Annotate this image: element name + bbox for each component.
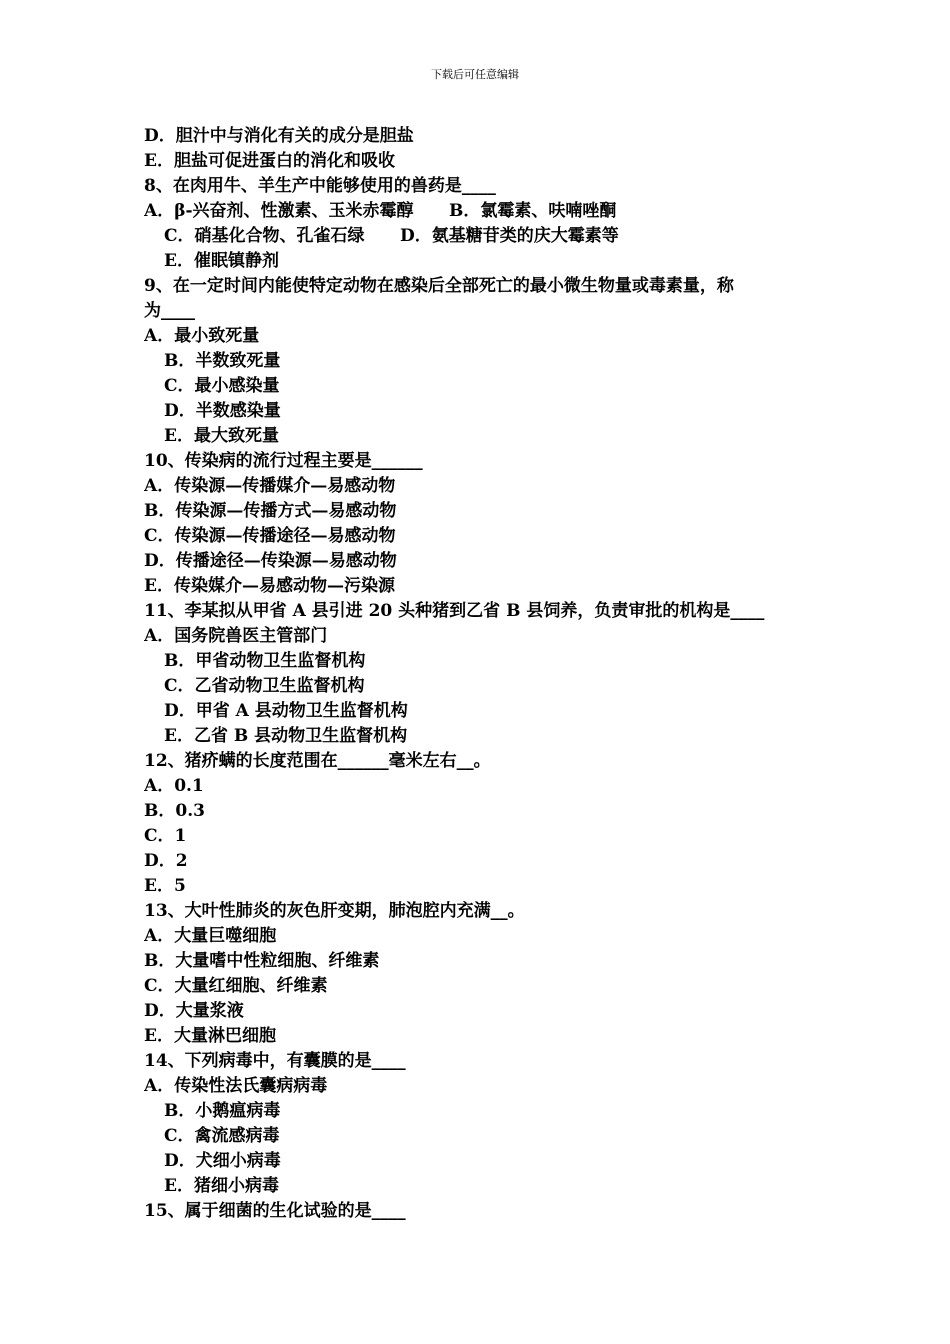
text-line: A．最小致死量 xyxy=(144,326,260,346)
text-line: E．猪细小病毒 xyxy=(164,1176,279,1196)
text-line: D．传播途径—传染源—易感动物 xyxy=(144,551,397,571)
text-line: E．乙省 B 县动物卫生监督机构 xyxy=(164,726,408,746)
text-line: D．胆汁中与消化有关的成分是胆盐 xyxy=(144,126,414,146)
page-header: 下载后可任意编辑 xyxy=(431,68,519,81)
text-line: C．硝基化合物、孔雀石绿 D．氨基糖苷类的庆大霉素等 xyxy=(164,226,619,246)
text-line: E．胆盐可促进蛋白的消化和吸收 xyxy=(144,151,395,171)
text-line: D．半数感染量 xyxy=(164,401,281,421)
text-line: A．国务院兽医主管部门 xyxy=(144,626,328,646)
text-line: E．传染媒介—易感动物—污染源 xyxy=(144,576,395,596)
text-line: E．大量淋巴细胞 xyxy=(144,1026,276,1046)
text-line: 14、下列病毒中，有囊膜的是____ xyxy=(144,1051,406,1071)
text-line: 8、在肉用牛、羊生产中能够使用的兽药是____ xyxy=(144,176,496,196)
text-line: D．犬细小病毒 xyxy=(164,1151,281,1171)
text-line: E．催眠镇静剂 xyxy=(164,251,279,271)
text-line: 12、猪疥螨的长度范围在______毫米左右__。 xyxy=(144,751,491,771)
text-line: B．甲省动物卫生监督机构 xyxy=(164,651,366,671)
text-line: A．传染性法氏囊病病毒 xyxy=(144,1076,328,1096)
text-line: 9、在一定时间内能使特定动物在感染后全部死亡的最小微生物量或毒素量，称 xyxy=(144,276,734,296)
text-line: E．最大致死量 xyxy=(164,426,279,446)
text-line: 11、李某拟从甲省 A 县引进 20 头种猪到乙省 B 县饲养，负责审批的机构是____ xyxy=(144,601,765,621)
document-body xyxy=(144,124,824,1224)
text-line: C．传染源—传播途径—易感动物 xyxy=(144,526,396,546)
text-line: C．大量红细胞、纤维素 xyxy=(144,976,328,996)
text-line: B．传染源—传播方式—易感动物 xyxy=(144,501,397,521)
text-line: D．2 xyxy=(144,851,188,871)
text-line: 13、大叶性肺炎的灰色肝变期，肺泡腔内充满__。 xyxy=(144,901,525,921)
text-line: B．小鹅瘟病毒 xyxy=(164,1101,281,1121)
text-line: A．β-兴奋剂、性激素、玉米赤霉醇 B．氯霉素、呋喃唑酮 xyxy=(144,201,617,221)
text-line: D．大量浆液 xyxy=(144,1001,244,1021)
text-line: C．乙省动物卫生监督机构 xyxy=(164,676,365,696)
text-line: C．最小感染量 xyxy=(164,376,280,396)
text-line: B．半数致死量 xyxy=(164,351,281,371)
text-line: D．甲省 A 县动物卫生监督机构 xyxy=(164,701,408,721)
text-line: B．大量嗜中性粒细胞、纤维素 xyxy=(144,951,380,971)
text-line: A．传染源—传播媒介—易感动物 xyxy=(144,476,396,496)
text-line: B．0.3 xyxy=(144,801,205,821)
text-line: A．大量巨噬细胞 xyxy=(144,926,277,946)
text-line: 15、属于细菌的生化试验的是____ xyxy=(144,1201,406,1221)
text-line: E．5 xyxy=(144,876,186,896)
text-line: C．禽流感病毒 xyxy=(164,1126,280,1146)
text-line: 为____ xyxy=(144,301,195,321)
text-line: C．1 xyxy=(144,826,187,846)
text-line: 10、传染病的流行过程主要是______ xyxy=(144,451,423,471)
text-line: A．0.1 xyxy=(144,776,204,796)
